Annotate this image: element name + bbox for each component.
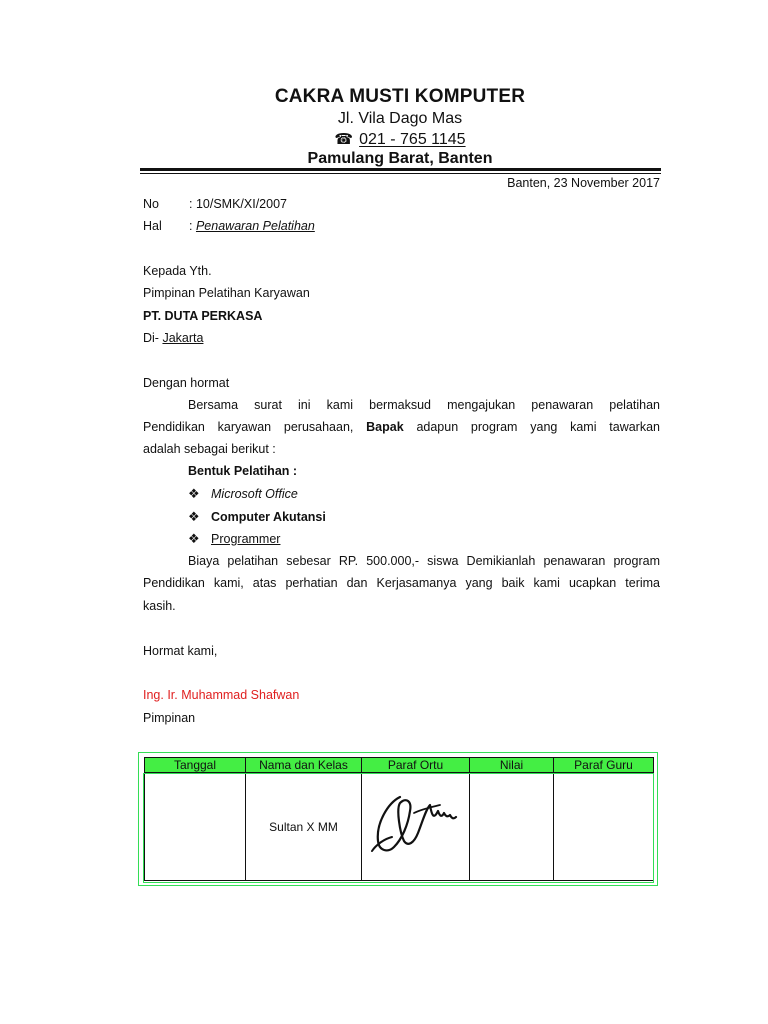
recipient-location [143, 330, 203, 346]
signer-title: Pimpinan [143, 711, 196, 725]
signature-table [144, 757, 654, 881]
list-item: Programmer [211, 532, 281, 546]
cell-nilai [470, 773, 554, 881]
paragraph1-line2 [143, 419, 660, 435]
no-label: No [143, 197, 159, 211]
header-nama-kelas: Nama dan Kelas [246, 758, 362, 773]
diamond-bullet-icon: ❖ [188, 509, 200, 524]
letterhead-rule-thin [140, 173, 661, 174]
closing-regards: Hormat kami, [143, 644, 218, 658]
letter-date: Banten, 23 November 2017 [507, 176, 660, 190]
header-paraf-guru: Paraf Guru [554, 758, 654, 773]
phone-number: 021 - 765 1145 [359, 131, 466, 148]
cell-paraf-guru [554, 773, 654, 881]
salutation: Dengan hormat [143, 376, 230, 390]
no-value: : 10/SMK/XI/2007 [189, 197, 287, 211]
letterhead-rule-thick [140, 168, 661, 171]
p1-line2-a: Pendidikan karyawan perusahaan, [143, 420, 354, 434]
recipient-greeting: Kepada Yth. [143, 264, 212, 278]
cell-tanggal [145, 773, 246, 881]
location-prefix: Di- [143, 331, 159, 345]
list-item: Computer Akutansi [211, 510, 326, 524]
paragraph2-line2: Pendidikan kami, atas perhatian dan Kerjasamanya yang baik kami ucapkan terima [143, 576, 660, 590]
diamond-bullet-icon: ❖ [188, 531, 200, 546]
hal-label: Hal [143, 219, 162, 233]
company-address: Jl. Vila Dago Mas [337, 110, 463, 127]
company-phone [140, 130, 660, 149]
p1-line2-b: adapun program yang kami tawarkan [416, 420, 660, 434]
list-item: Microsoft Office [211, 487, 298, 501]
signature-image [370, 789, 462, 861]
table-row [145, 773, 654, 881]
company-city: Pamulang Barat, Banten [307, 150, 493, 167]
list-title: Bentuk Pelatihan : [188, 464, 298, 478]
hal-value: Penawaran Pelatihan [195, 219, 315, 233]
table-header-row [145, 758, 654, 773]
hal-colon-text: : [189, 219, 193, 233]
p1-line2-bold: Bapak [366, 420, 404, 434]
telephone-icon: ☎ [334, 131, 354, 148]
paragraph1-line1: Bersama surat ini kami bermaksud mengajukan penawaran pelatihan [188, 398, 660, 412]
header-tanggal: Tanggal [145, 758, 246, 773]
paragraph2-line3: kasih. [143, 599, 176, 613]
paragraph1-line3: adalah sebagai berikut : [143, 442, 276, 456]
signer-name: Ing. Ir. Muhammad Shafwan [143, 688, 300, 702]
cell-paraf-ortu [362, 773, 470, 881]
company-name: CAKRA MUSTI KOMPUTER [274, 86, 526, 107]
paragraph2-line1: Biaya pelatihan sebesar RP. 500.000,- siswa Demikianlah penawaran program [188, 554, 660, 568]
location-city: Jakarta [162, 331, 204, 345]
recipient-position: Pimpinan Pelatihan Karyawan [143, 286, 310, 300]
diamond-bullet-icon: ❖ [188, 486, 200, 501]
header-nilai: Nilai [470, 758, 554, 773]
cell-nama-kelas: Sultan X MM [246, 773, 362, 881]
header-paraf-ortu: Paraf Ortu [362, 758, 470, 773]
hal-colon [189, 218, 315, 234]
recipient-company: PT. DUTA PERKASA [143, 309, 263, 323]
